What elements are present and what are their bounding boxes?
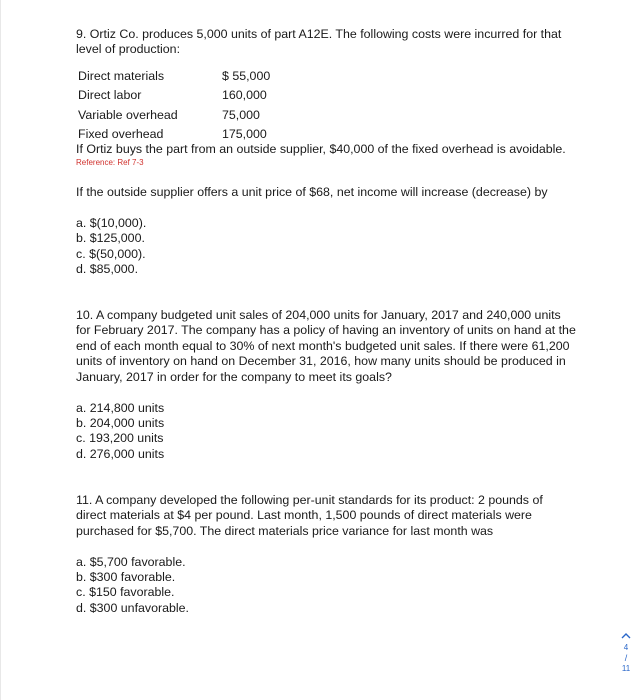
- answer-option: d. 276,000 units: [76, 446, 165, 461]
- cost-label: Direct materials: [78, 68, 165, 83]
- answer-options: [76, 401, 576, 462]
- answer-option: d. $300 unfavorable.: [76, 600, 189, 615]
- answer-options: [76, 216, 576, 277]
- answer-option: a. 214,800 units: [76, 401, 165, 416]
- answer-option: a. $(10,000).: [76, 216, 147, 231]
- answer-option: a. $5,700 favorable.: [76, 555, 186, 569]
- page-separator: /: [624, 653, 628, 663]
- cost-label: Fixed overhead: [78, 127, 164, 142]
- page-edge: [0, 0, 1, 700]
- answer-option: d. $85,000.: [76, 261, 139, 276]
- cost-label: Variable overhead: [78, 107, 178, 122]
- question-9-intro: 9. Ortiz Co. produces 5,000 units of part A12E. The following costs were incurred for that level of production:: [76, 27, 562, 57]
- answer-option: b. $125,000.: [76, 231, 145, 246]
- question-10-prompt: 10. A company budgeted unit sales of 204,000 units for January, 2017 and 240,000 units for February 2017. The company has a policy of having an inventory of units on hand at the end of each month equal to 30% of next month's budgeted unit sales. If there were 61,200 units of inventory on hand on December 31, 2016, how many units should be produced in January, 2017 in order for the company to meet its goals?: [76, 308, 576, 384]
- cost-row: [76, 69, 270, 88]
- question-11: [76, 493, 576, 616]
- answer-option: c. 193,200 units: [76, 431, 164, 446]
- document-page: [76, 27, 576, 616]
- cost-row: [76, 108, 270, 127]
- cost-value: 75,000: [222, 107, 260, 122]
- total-page-count: 11: [621, 664, 631, 673]
- current-page-number: 4: [623, 643, 629, 652]
- answer-option: c. $(50,000).: [76, 246, 146, 261]
- answer-option: c. $150 favorable.: [76, 585, 175, 600]
- answer-options: [76, 555, 576, 616]
- answer-option: b. 204,000 units: [76, 416, 165, 431]
- question-10: [76, 308, 576, 462]
- cost-value: 175,000: [222, 127, 267, 142]
- cost-label: Direct labor: [78, 88, 142, 103]
- question-11-prompt: 11. A company developed the following per-unit standards for its product: 2 pounds of direct materials at $4 per pound. Last month, 1,500 pounds of direct materials were purchased for $5,700. The direct materials price variance for last month was: [76, 492, 543, 538]
- cost-value: $ 55,000: [222, 68, 271, 83]
- page-indicator: [618, 629, 634, 674]
- question-9: [76, 27, 576, 277]
- cost-row: [76, 88, 270, 107]
- answer-option: b. $300 favorable.: [76, 570, 176, 585]
- question-9-statement: If Ortiz buys the part from an outside supplier, $40,000 of the fixed overhead is avoidable.: [76, 142, 566, 157]
- chevron-up-icon[interactable]: [618, 632, 634, 640]
- cost-table: [76, 69, 270, 147]
- cost-value: 160,000: [222, 88, 267, 103]
- question-9-prompt: If the outside supplier offers a unit price of $68, net income will increase (decrease) by: [76, 184, 548, 199]
- reference-note: Reference: Ref 7-3: [76, 157, 144, 167]
